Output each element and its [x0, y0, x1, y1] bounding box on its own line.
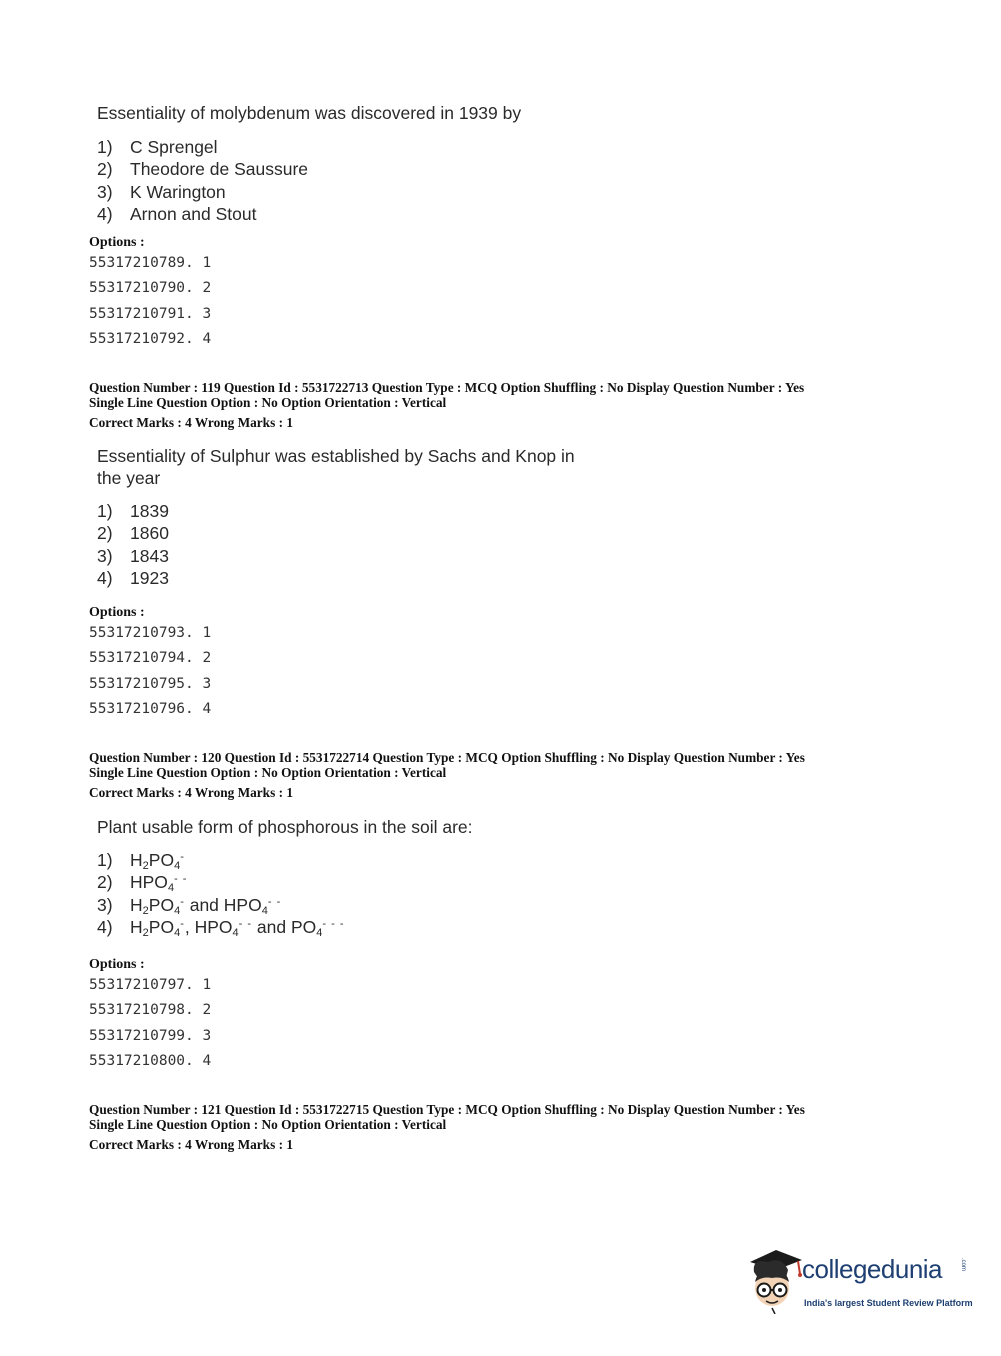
- options-label: Options :: [89, 605, 145, 620]
- option-id: 55317210792. 4: [89, 330, 212, 347]
- marks-line: Correct Marks : 4 Wrong Marks : 1: [89, 415, 293, 430]
- option-id-list: [89, 251, 211, 352]
- question-meta: [89, 750, 909, 800]
- option-id: 55317210793. 1: [89, 625, 212, 641]
- choice-item: 2) 1860: [97, 523, 169, 544]
- option-id: 55317210790. 2: [89, 280, 212, 297]
- choice-item: 3) 1843: [97, 545, 169, 566]
- options-label: Options :: [89, 957, 145, 972]
- question-line: Essentiality of Sulphur was established by Sachs and Knop in: [97, 446, 575, 466]
- question-text: Essentiality of molybdenum was discovered in 1939 by: [97, 103, 522, 123]
- option-id: 55317210799. 3: [89, 1027, 212, 1044]
- meta-line: Single Line Question Option : No Option Orientation : Vertical: [89, 1117, 447, 1132]
- option-id-list: [89, 973, 211, 1074]
- choice-item: 2) Theodore de Saussure: [97, 159, 309, 180]
- meta-line: Single Line Question Option : No Option Orientation : Vertical: [89, 395, 447, 410]
- choice-list: [97, 136, 308, 225]
- option-id: 55317210796. 4: [89, 700, 212, 717]
- chem-formula: $H_2PO_4^-$: [130, 850, 185, 872]
- option-id: 55317210795. 3: [89, 675, 212, 692]
- meta-line: Single Line Question Option : No Option Orientation : Vertical: [89, 765, 447, 780]
- option-id: 55317210789. 1: [89, 255, 212, 271]
- question-meta: [89, 1102, 909, 1152]
- choice-item: 4) $H_2PO_4^-$, $HPO_4^{- -}$ and $PO_4^{- - -}$: [97, 916, 345, 939]
- option-id: 55317210794. 2: [89, 650, 212, 667]
- logo-wordmark: collegedunia: [802, 1254, 943, 1284]
- option-id-list: [89, 621, 211, 722]
- mascot-icon: [742, 1248, 806, 1314]
- question-line: the year: [97, 468, 161, 488]
- meta-line: Question Number : 120 Question Id : 5531722714 Question Type : MCQ Option Shuffling : No Display Question Number : Yes: [89, 750, 805, 765]
- choice-item: 4) Arnon and Stout: [97, 203, 257, 224]
- question-meta: [89, 380, 909, 430]
- option-id: 55317210800. 4: [89, 1052, 212, 1069]
- chem-formula: $H_2PO_4^-$, $HPO_4^{- -}$ and $PO_4^{- - -}$: [130, 916, 345, 939]
- choice-item: 3) $H_2PO_4^-$ and $HPO_4^{- -}$: [97, 894, 282, 917]
- choice-item: 4) 1923: [97, 567, 169, 588]
- chem-formula: $HPO_4^{- -}$: [130, 872, 188, 895]
- choice-item: 1) $H_2PO_4^-$: [97, 850, 185, 872]
- choice-item: 1) C Sprengel: [97, 137, 218, 157]
- question-text: Plant usable form of phosphorous in the soil are:: [97, 817, 473, 837]
- chem-formula: $H_2PO_4^-$ and $HPO_4^{- -}$: [130, 894, 282, 917]
- option-id: 55317210797. 1: [89, 977, 212, 993]
- meta-line: Question Number : 121 Question Id : 5531722715 Question Type : MCQ Option Shuffling : No Display Question Number : Yes: [89, 1102, 805, 1117]
- option-id: 55317210791. 3: [89, 305, 212, 322]
- choice-list: [97, 500, 169, 589]
- marks-line: Correct Marks : 4 Wrong Marks : 1: [89, 785, 293, 800]
- logo-dotcom: .com: [960, 1258, 966, 1272]
- option-id: 55317210798. 2: [89, 1002, 212, 1019]
- marks-line: Correct Marks : 4 Wrong Marks : 1: [89, 1137, 293, 1152]
- choice-item: 1) 1839: [97, 501, 169, 521]
- options-label: Options :: [89, 235, 145, 250]
- collegedunia-logo: [742, 1248, 972, 1320]
- choice-list: [97, 849, 345, 938]
- logo-tagline: India's largest Student Review Platform: [804, 1298, 973, 1308]
- choice-item: 3) K Warington: [97, 181, 226, 202]
- choice-item: 2) $HPO_4^{- -}$: [97, 872, 188, 895]
- question-text: [97, 445, 575, 489]
- meta-line: Question Number : 119 Question Id : 5531722713 Question Type : MCQ Option Shuffling : No Display Question Number : Yes: [89, 380, 805, 395]
